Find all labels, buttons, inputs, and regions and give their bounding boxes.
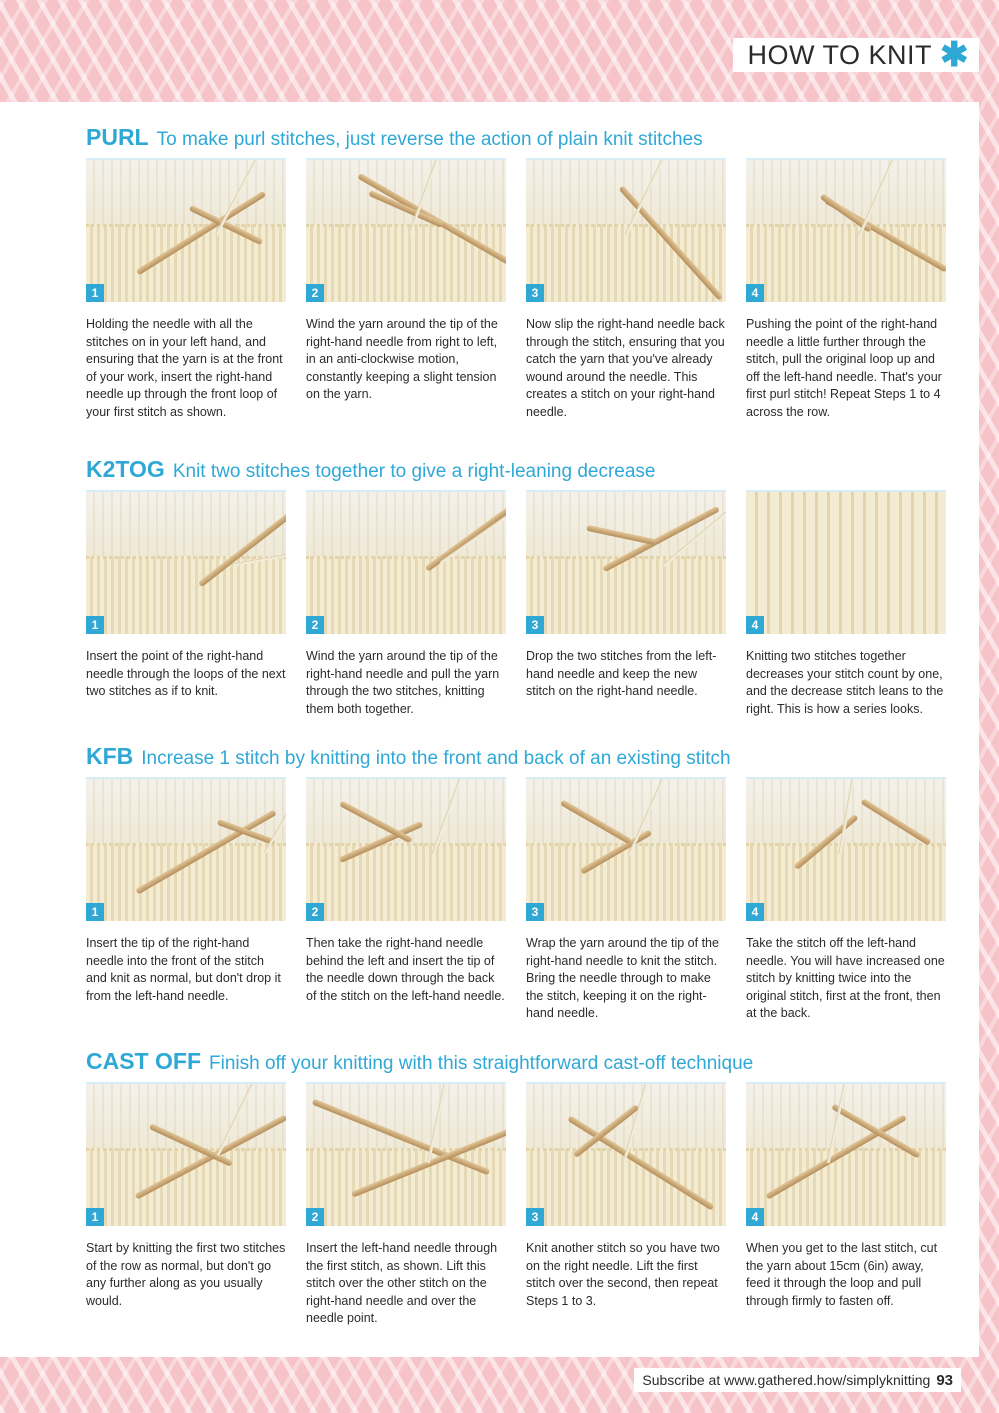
step-number-badge: 3 <box>526 616 544 634</box>
step-card <box>526 1082 726 1328</box>
step-text: Holding the needle with all the stitches on in your left hand, and ensuring that the yarn is at the front of your work, insert the right-hand needle up through the front loop of your first stitch as shown. <box>86 317 283 419</box>
step-card <box>86 490 286 718</box>
step-number-badge: 4 <box>746 284 764 302</box>
section-kfb <box>86 743 946 1023</box>
step-photo <box>746 1082 946 1226</box>
step-card <box>746 158 946 422</box>
step-card <box>306 777 506 1023</box>
step-number-badge: 4 <box>746 1208 764 1226</box>
step-text: Wind the yarn around the tip of the right-hand needle from right to left, in an anti-clockwise motion, constantly keeping a slight tension on the yarn. <box>306 317 498 402</box>
section-subtitle: Finish off your knitting with this straightforward cast-off technique <box>209 1053 754 1074</box>
step-text: Pushing the point of the right-hand needle a little further through the stitch, pull the original loop up and off the left-hand needle. That's your first purl stitch! Repeat Steps 1 to 4 across the row. <box>746 317 942 419</box>
section-name: PURL <box>86 124 149 150</box>
step-text: Wind the yarn around the tip of the right-hand needle and pull the yarn through the two stitches, knitting them both together. <box>306 649 500 716</box>
step-card <box>526 158 726 422</box>
step-photo <box>86 158 286 302</box>
step-number-badge: 3 <box>526 284 544 302</box>
step-number-badge: 4 <box>746 616 764 634</box>
step-number-badge: 2 <box>306 616 324 634</box>
step-card <box>306 1082 506 1328</box>
step-photo <box>86 1082 286 1226</box>
step-text: Insert the tip of the right-hand needle into the front of the stitch and knit as normal, but don't drop it from the left-hand needle. <box>86 936 281 1003</box>
step-text: Take the stitch off the left-hand needle. You will have increased one stitch by knitting twice into the original stitch, first at the front, then at the back. <box>746 936 945 1021</box>
footer <box>634 1368 961 1392</box>
section-heading <box>86 743 946 771</box>
step-photo <box>746 158 946 302</box>
step-card <box>86 158 286 422</box>
step-number-badge: 2 <box>306 284 324 302</box>
step-text: When you get to the last stitch, cut the yarn about 15cm (6in) away, feed it through the loop and pull through firmly to fasten off. <box>746 1241 938 1308</box>
step-text: Drop the two stitches from the left-hand needle and keep the new stitch on the right-hand needle. <box>526 649 717 699</box>
step-text: Knit another stitch so you have two on the right needle. Lift the first stitch over the second, then repeat Steps 1 to 3. <box>526 1241 720 1308</box>
step-card <box>746 490 946 718</box>
step-photo <box>526 490 726 634</box>
step-card <box>746 777 946 1023</box>
step-number-badge: 1 <box>86 284 104 302</box>
step-number-badge: 1 <box>86 616 104 634</box>
step-card <box>526 777 726 1023</box>
step-photo <box>526 1082 726 1226</box>
header-title <box>733 38 979 72</box>
section-k2tog <box>86 456 946 718</box>
step-number-badge: 3 <box>526 903 544 921</box>
step-number-badge: 4 <box>746 903 764 921</box>
step-photo <box>306 490 506 634</box>
step-card <box>86 1082 286 1328</box>
step-card <box>306 158 506 422</box>
step-text: Then take the right-hand needle behind the left and insert the tip of the needle down through the back of the stitch on the left-hand needle. <box>306 936 505 1003</box>
step-photo <box>746 777 946 921</box>
step-text: Wrap the yarn around the tip of the right-hand needle to knit the stitch. Bring the needle through to make the stitch, keeping it on the right-hand needle. <box>526 936 719 1021</box>
section-subtitle: Increase 1 stitch by knitting into the front and back of an existing stitch <box>141 748 731 769</box>
step-photo <box>306 1082 506 1226</box>
step-photo <box>86 777 286 921</box>
step-number-badge: 2 <box>306 903 324 921</box>
step-card <box>86 777 286 1023</box>
step-card <box>526 490 726 718</box>
section-purl <box>86 124 946 422</box>
step-photo <box>746 490 946 634</box>
section-subtitle: To make purl stitches, just reverse the action of plain knit stitches <box>156 129 703 150</box>
step-photo <box>526 158 726 302</box>
step-text: Insert the point of the right-hand needle through the loops of the next two stitches as if to knit. <box>86 649 286 699</box>
step-text: Start by knitting the first two stitches of the row as normal, but don't go any further along as you usually would. <box>86 1241 286 1308</box>
step-number-badge: 3 <box>526 1208 544 1226</box>
step-photo <box>306 777 506 921</box>
section-heading <box>86 124 946 152</box>
step-number-badge: 1 <box>86 903 104 921</box>
step-number-badge: 1 <box>86 1208 104 1226</box>
header-title-text: HOW TO KNIT <box>747 39 932 70</box>
subscribe-link[interactable]: Subscribe at www.gathered.how/simplyknitting <box>642 1372 931 1388</box>
step-card <box>746 1082 946 1328</box>
step-text: Insert the left-hand needle through the first stitch, as shown. Lift this stitch over the other stitch on the right-hand needle and over the needle point. <box>306 1241 498 1326</box>
section-heading <box>86 456 946 484</box>
step-text: Now slip the right-hand needle back through the stitch, ensuring that you catch the yarn that you've already wound around the needle. This creates a stitch on your right-hand needle. <box>526 317 725 419</box>
section-name: K2TOG <box>86 456 165 482</box>
step-photo <box>306 158 506 302</box>
section-subtitle: Knit two stitches together to give a right-leaning decrease <box>172 461 656 482</box>
section-cast-off <box>86 1048 946 1328</box>
section-heading <box>86 1048 946 1076</box>
section-name: KFB <box>86 743 134 769</box>
step-number-badge: 2 <box>306 1208 324 1226</box>
page-number: 93 <box>936 1371 953 1389</box>
step-text: Knitting two stitches together decreases your stitch count by one, and the decrease stitch leans to the right. This is how a series looks. <box>746 649 944 716</box>
step-photo <box>86 490 286 634</box>
step-card <box>306 490 506 718</box>
section-name: CAST OFF <box>86 1048 201 1074</box>
asterisk-icon: ✱ <box>940 36 969 74</box>
step-photo <box>526 777 726 921</box>
